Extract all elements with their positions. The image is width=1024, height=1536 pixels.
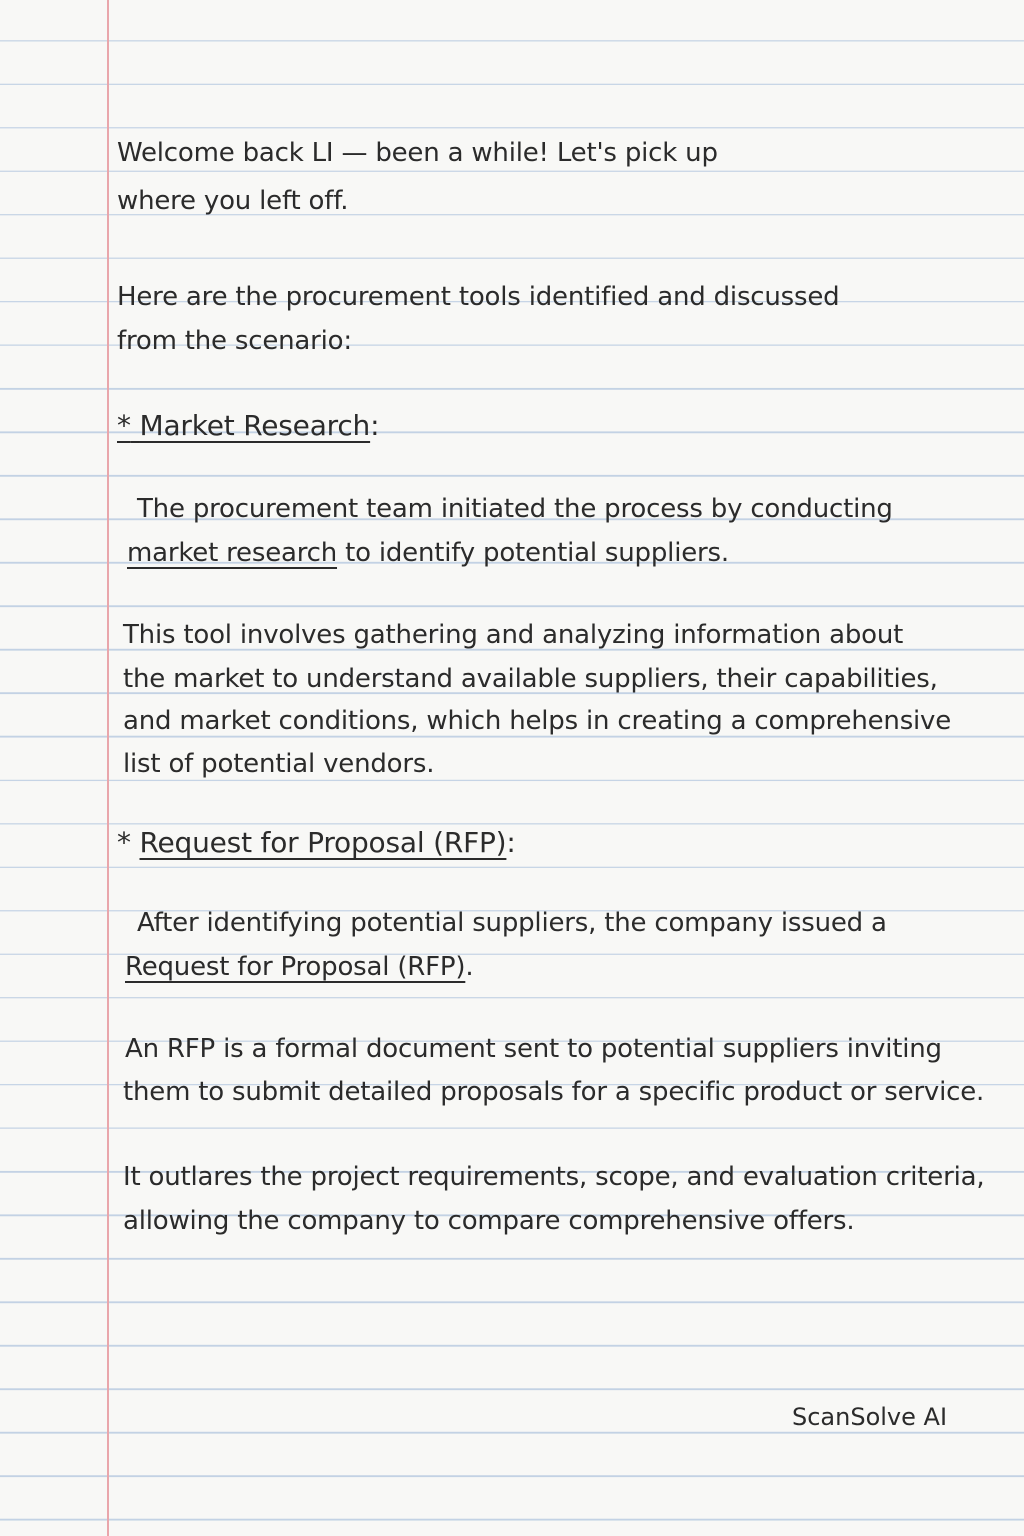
heading-bullet: * (117, 826, 131, 859)
heading-bullet: * (117, 409, 131, 442)
heading-text: Request for Proposal (RFP) (139, 826, 507, 859)
rfp-p2-line-1: An RFP is a formal document sent to potential suppliers inviting (125, 1034, 942, 1064)
market-research-term: market research (127, 538, 338, 568)
section-heading-rfp (0, 828, 1024, 858)
rfp-p2-line-2: them to submit detailed proposals for a specific product or service. (123, 1077, 985, 1107)
rfp-p3-line-1: It outlares the project requirements, scope, and evaluation criteria, (123, 1162, 985, 1192)
intro-line-1: Here are the procurement tools identified and discussed (117, 282, 840, 312)
greeting-line-1: Welcome back LI — been a while! Let's pick up (117, 138, 718, 168)
rfp-p1-line-2 (0, 952, 1024, 982)
market-research-p2-line-1: This tool involves gathering and analyzing information about (123, 620, 904, 650)
rfp-p1-line-1: After identifying potential suppliers, the company issued a (137, 908, 887, 938)
heading-text: Market Research (139, 409, 371, 442)
market-research-p1-line-1: The procurement team initiated the process by conducting (137, 494, 893, 524)
market-research-p1-line-2 (0, 538, 1024, 568)
section-heading-market-research (0, 411, 1024, 441)
rfp-term: Request for Proposal (RFP) (125, 952, 466, 982)
greeting-line-2: where you left off. (117, 186, 349, 216)
heading-colon: : (370, 409, 380, 442)
market-research-p2-line-4: list of potential vendors. (123, 749, 435, 779)
signature: ScanSolve AI (792, 1403, 948, 1431)
market-research-p2-line-2: the market to understand available suppliers, their capabilities, (123, 664, 938, 694)
intro-line-2: from the scenario: (117, 326, 352, 356)
rfp-p1-line-2-rest: . (465, 952, 474, 982)
market-research-p1-line-2-rest: to identify potential suppliers. (337, 538, 729, 568)
heading-colon: : (506, 826, 516, 859)
rfp-p3-line-2: allowing the company to compare comprehensive offers. (123, 1206, 855, 1236)
market-research-p2-line-3: and market conditions, which helps in creating a comprehensive (123, 706, 952, 736)
